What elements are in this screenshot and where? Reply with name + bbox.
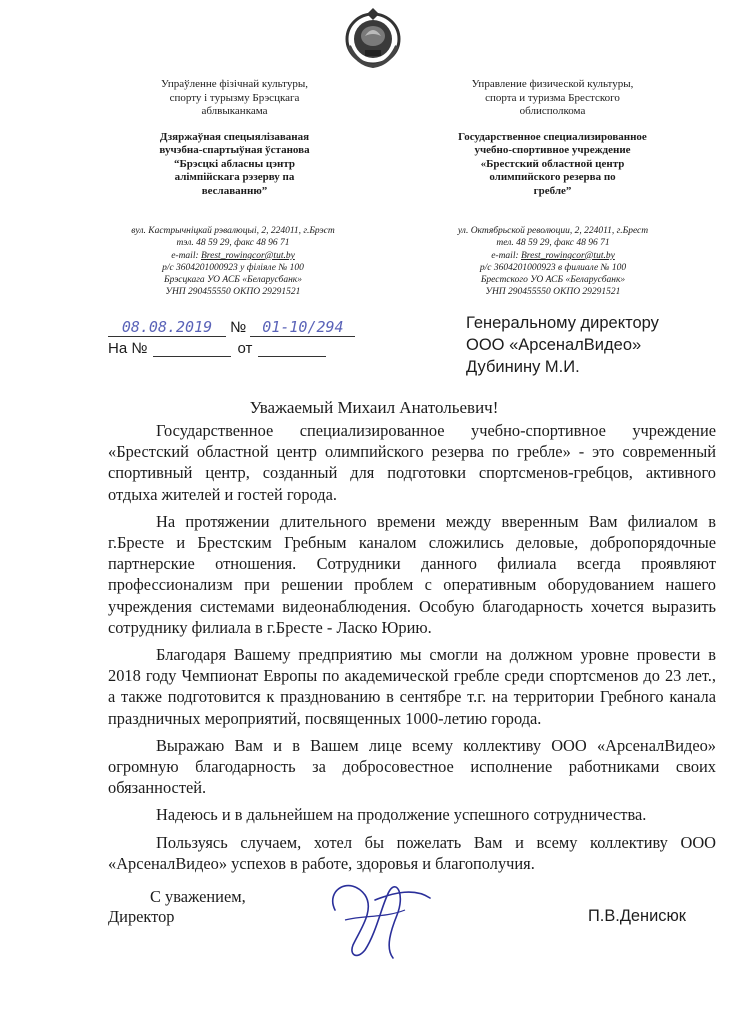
header-left	[107, 78, 362, 198]
address-line: ул. Октябрьской революции, 2, 224011, г.Брест	[457, 226, 649, 236]
body-paragraph: Выражаю Вам и в Вашем лице всему коллективу ООО «АрсеналВидео» огромную благодарность за добросовестное исполнение работниками своих обязанностей.	[108, 735, 716, 798]
header-line: учебно-спортивное учреждение	[474, 144, 631, 156]
email-link[interactable]: Brest_rowingcor@tut.by	[521, 250, 615, 261]
body-paragraph: Благодаря Вашему предприятию мы смогли на должном уровне провести в 2018 году Чемпионат Европы по академической гребле среди спортсменов до 23 лет., а также подготовится к празднованию в сентябре т.г. на территории Гребного канала праздничных мероприятий, посвященных 1000-летию города.	[108, 645, 716, 728]
header-line: алімпійскага рэзерву па	[174, 171, 295, 183]
signatory-name: П.В.Денисюк	[588, 907, 686, 925]
address-block-ru	[428, 225, 678, 299]
ministry-ru	[425, 78, 680, 119]
header-line: вучэбна-спартыўная ўстанова	[159, 144, 310, 156]
registration-line	[108, 318, 355, 337]
addressee-line: Дубинину М.И.	[466, 358, 580, 376]
header-right	[425, 78, 680, 198]
body-paragraph: Надеюсь и в дальнейшем на продолжение успешного сотрудничества.	[156, 805, 647, 825]
header-line: олимпийского резерва по	[489, 171, 616, 183]
email-label: e-mail:	[171, 250, 199, 261]
addressee-line: ООО «АрсеналВидео»	[466, 336, 642, 354]
ref-date-blank	[258, 342, 326, 357]
bank-line: УНП 290455550 ОКПО 29291521	[165, 287, 301, 298]
ref-label: На №	[108, 340, 148, 357]
reference-line	[108, 340, 332, 357]
email-link[interactable]: Brest_rowingcor@tut.by	[201, 250, 295, 261]
ministry-be	[107, 78, 362, 119]
header-line: Дзяржаўная спецыялізаваная	[159, 130, 310, 143]
address-line: вул. Кастрычніцкай рэвалюцыі, 2, 224011, г.Брэст	[131, 226, 335, 236]
coat-of-arms-icon	[343, 6, 403, 68]
header-line: гребле”	[533, 184, 572, 197]
addressee	[466, 312, 659, 378]
bank-line: р/с 3604201000923 в филиале № 100	[479, 262, 627, 273]
address-block-be	[108, 225, 358, 299]
bank-line: р/с 3604201000923 у філіяле № 100	[162, 262, 304, 273]
header-line: спорта и туризма Брестского	[485, 91, 620, 104]
bank-line: Брэсцкага УО АСБ «Беларусбанк»	[163, 275, 302, 286]
body-paragraph: Пользуясь случаем, хотел бы пожелать Вам и всему коллективу ООО «АрсеналВидео» успехов в работе, здоровья и благополучия.	[108, 832, 716, 873]
ref-number-blank	[153, 342, 231, 357]
header-line: «Брестский областной центр	[480, 157, 625, 170]
address-line: тел. 48 59 29, факс 48 96 71	[496, 238, 610, 249]
org-name-be	[107, 131, 362, 199]
header-line: облисполкома	[519, 105, 586, 117]
header-line: Упраўленне фізічнай культуры,	[161, 78, 308, 90]
header-line: Государственное специализированное	[458, 130, 647, 143]
org-name-ru	[425, 131, 680, 199]
signatory-title: Директор	[108, 907, 175, 926]
header-line: Управление физической культуры,	[471, 78, 634, 90]
handwritten-signature	[305, 870, 445, 965]
salutation: Уважаемый Михаил Анатольевич!	[249, 398, 499, 417]
registration-number: 01-10/294	[250, 318, 355, 337]
address-line: тэл. 48 59 29, факс 48 96 71	[176, 238, 290, 249]
bank-line: УНП 290455550 ОКПО 29291521	[485, 287, 621, 298]
header-line: веславанню”	[201, 184, 268, 197]
addressee-line: Генеральному директору	[466, 314, 659, 332]
header-line: спорту і турызму Брэсцкага	[169, 91, 300, 104]
email-label: e-mail:	[491, 250, 519, 261]
registration-date: 08.08.2019	[108, 318, 226, 337]
body-paragraph: Государственное специализированное учебно-спортивное учреждение «Брестский областной центр олимпийского резерва по гребле» - это современный спортивный центр, созданный для подготовки спортсменов-гребцов, активного отдыха жителей и гостей города.	[108, 421, 716, 504]
number-label: №	[230, 319, 247, 336]
bank-line: Брестского УО АСБ «Беларусбанк»	[480, 275, 626, 286]
header-line: “Брэсцкі абласны цэнтр	[173, 157, 296, 170]
header-line: аблвыканкама	[201, 105, 268, 117]
email-line	[428, 250, 678, 262]
email-line	[108, 250, 358, 262]
closing-phrase: С уважением,	[150, 887, 246, 906]
body-paragraph: На протяжении длительного времени между вверенным Вам филиалом в г.Бресте и Брестским Гребным каналом сложились деловые, добропорядочные партнерские отношения. Сотрудники данного филиала всегда проявляют профессионализм при решении проблем с оперативным оборудованием нашего учреждения системами видеонаблюдения. Особую благодарность хочется выразить сотруднику филиала в г.Бресте - Ласко Юрию.	[108, 511, 716, 637]
from-label: от	[237, 340, 253, 357]
letter-body	[108, 420, 716, 880]
